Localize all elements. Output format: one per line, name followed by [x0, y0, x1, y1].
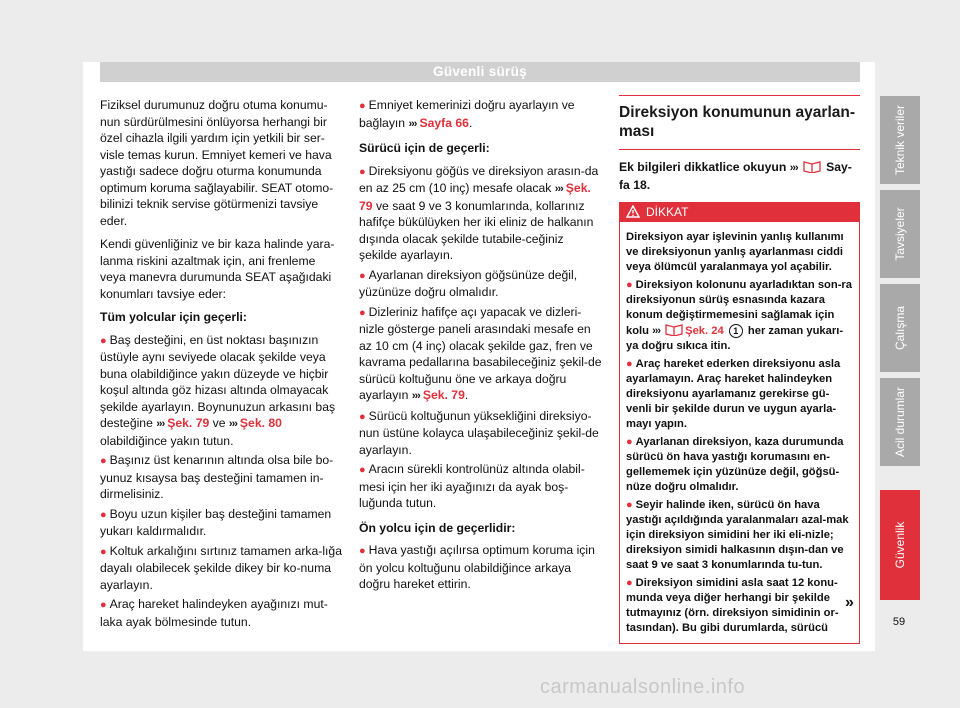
list-item: ● Dizleriniz hafifçe açı yapacak ve dizleri-nizle gösterge paneli arasındaki mesafe en az 10 cm (4 inç) olacak şekilde gaz, fren ve kavrama pedallarına basabileceğiniz şekil-de sürücü koltuğunu öne ve arkaya doğru ayarlayın ››› Şek. 79. — [359, 304, 602, 402]
bullet-icon: ● — [100, 508, 107, 521]
book-icon — [803, 160, 821, 173]
arrow-icon: ››› — [411, 390, 420, 402]
page-number: 59 — [892, 616, 906, 628]
warning-item: ● Direksiyon kolonunu ayarladıktan son-ra direksiyonun sürüş esnasında kazara konum değiştirmemesini sağlamak için kolu ››› Şek. 24 1 her zaman yukarı-ya doğru sıkıca itin. — [626, 279, 853, 352]
arrow-icon: ››› — [789, 162, 798, 174]
paragraph: Kendi güvenliğiniz ve bir kaza halinde yara-lanma riskini azaltmak için, ani frenleme veya manevra durumunda SEAT aşağıdaki konumları tavsiye eder: — [100, 237, 335, 301]
book-icon — [665, 323, 683, 336]
figure-link[interactable]: Şek. 24 — [685, 325, 724, 337]
tab-acil-durumlar[interactable]: Acil durumlar — [880, 378, 920, 466]
warning-triangle-icon — [626, 205, 640, 218]
arrow-icon: ››› — [554, 183, 563, 195]
arrow-icon: ››› — [156, 418, 165, 430]
warning-item: ● Direksiyon simidini asla saat 12 konu-munda veya diğer herhangi bir şekilde tutmayınız (örn. direksiyon simidinin or-tasından). Bu gibi durumlarda, sürücü — [626, 577, 839, 634]
figure-link[interactable]: Şek. 79 — [359, 181, 591, 213]
bullet-icon: ● — [626, 358, 633, 370]
list-item: ● Başınız üst kenarının altında olsa bile bo-yunuz kısaysa baş desteğini tamamen in-dirmelisiniz. — [100, 453, 334, 501]
bullet-icon: ● — [100, 334, 107, 347]
bullet-icon: ● — [359, 269, 366, 282]
bullet-icon: ● — [100, 545, 107, 558]
list-item: ● Ayarlanan direksiyon göğsünüze değil, yüzünüze doğru olmalıdır. — [359, 267, 578, 299]
bullet-icon: ● — [626, 436, 633, 448]
column-middle — [359, 97, 602, 596]
list-item: ● Aracın sürekli kontrolünüz altında olabil-mesi için her iki ayağınızı da ayak boş-luğunda tutun. — [359, 462, 585, 510]
bullet-icon: ● — [359, 464, 366, 476]
list-item: ● Emniyet kemerinizi doğru ayarlayın ve bağlayın ››› Sayfa 66. — [359, 98, 575, 130]
section-title: Direksiyon konumunun ayarlan-ması — [619, 95, 860, 150]
list-item: ● Sürücü koltuğunun yüksekliğini direksiyo-nun üstüne kolayca ulaşabileceğiniz şekil-de ayarlayın. — [359, 408, 599, 457]
column-right — [619, 95, 860, 644]
figure-link[interactable]: Şek. 79 — [167, 416, 210, 430]
bullet-icon: ● — [359, 410, 366, 423]
subheading: Sürücü için de geçerli: — [359, 141, 490, 155]
column-left — [100, 97, 344, 633]
bullet-icon: ● — [626, 279, 633, 291]
arrow-icon: ››› — [652, 325, 661, 337]
warning-intro: Direksiyon ayar işlevinin yanlış kullanımı ve direksiyonun yanlış ayarlanması ciddi veya ölümcül yaralanmaya yol açabilir. — [626, 231, 844, 273]
arrow-icon: ››› — [228, 418, 237, 430]
arrow-icon: ››› — [408, 117, 417, 130]
subheading: Tüm yolcular için geçerli: — [100, 310, 247, 324]
bullet-icon: ● — [626, 499, 633, 511]
list-item: ● Hava yastığı açılırsa optimum koruma için ön yolcu koltuğunu olabildiğince arkaya doğru hareket ettirin. — [359, 543, 595, 591]
list-item: ● Araç hareket halindeyken ayağınızı mut-laka ayak bölmesinde tutun. — [100, 597, 328, 629]
watermark: carmanualsonline.info — [540, 676, 746, 698]
tab-tavsiyeler[interactable]: Tavsiyeler — [880, 190, 920, 278]
list-item: ● Koltuk arkalığını sırtınız tamamen arka-lığa dayalı olabilecek şekilde dikey bir ko-numa ayarlayın. — [100, 543, 342, 592]
tab-teknik-veriler[interactable]: Teknik veriler — [880, 96, 920, 184]
bullet-icon: ● — [359, 165, 366, 178]
list-item: ● Boyu uzun kişiler baş desteğini tamamen yukarı kaldırmalıdır. — [100, 506, 332, 538]
figure-link[interactable]: Şek. 79 — [422, 388, 465, 402]
warning-item: ● Araç hareket ederken direksiyonu asla ayarlamayın. Araç hareket halindeyken direksiyonu ayarlamanız gerekirse gü-venli bir şekilde durun ve uygun ayarla-mayı yapın. — [626, 358, 841, 430]
warning-item: ● Ayarlanan direksiyon, kaza durumunda sürücü ön hava yastığı korumasını en-gellememek için yüzünüze değil, göğsü-nüze doğru olmalıdır. — [626, 436, 844, 493]
bullet-icon: ● — [100, 599, 107, 611]
warning-item: ● Seyir halinde iken, sürücü ön hava yastığı açıldığında yaralanmaları azal-mak için direksiyon simidini her iki eli-nizle; direksiyon simidi halkasının dışın-dan ve saat 9 ve saat 3 konumlarında tu-tun. — [626, 499, 849, 571]
list-item: ● Baş desteğini, en üst noktası başınızın üstüyle aynı seviyede olacak şekilde veya buna olabildiğince yakın düzeyde ve hiçbir koşul altında göz hizası altında olmayacak şekilde ayarlayın. Boynunuzun arkasını baş desteğine ››› Şek. 79 ve ››› Şek. 80 olabildiğince yakın tutun. — [100, 332, 336, 448]
bullet-icon: ● — [359, 100, 366, 112]
tab-guvenlik[interactable]: Güvenlik — [880, 490, 920, 600]
subheading: Ön yolcu için de geçerlidir: — [359, 520, 516, 535]
list-item: ● Direksiyonu göğüs ve direksiyon arasın-da en az 25 cm (10 inç) mesafe olacak ››› Şek. 79 ve saat 9 ve 3 konumlarında, kollarınız hafifçe bükülüyken her iki eliniz de halkanın dışında olacak şekilde tutabile-ceğiniz şekilde ayarlayın. — [359, 163, 599, 262]
bullet-icon: ● — [359, 545, 366, 557]
continue-arrow: » — [845, 594, 854, 611]
tab-calisma[interactable]: Çalışma — [880, 284, 920, 372]
bullet-icon: ● — [359, 306, 366, 319]
figure-link[interactable]: Şek. 80 — [239, 416, 282, 430]
paragraph: Fiziksel durumunuz doğru otuma konumu-nun sürdürülmesini önlüyorsa herhangi bir özel cihazla ilgili yardım için yetkili bir ser-visle temas kurun. Emniyet kemeri ve hava yastığı sadece doğru oturma konumunda optimum koruma sağlayabilir. SEAT otomo-bilinizi teknik servise götürmenizi tavsiye eder. — [100, 98, 334, 228]
warning-header: DİKKAT — [620, 203, 859, 222]
reference-note: Ek bilgileri dikkatlice okuyun ››› Say-fa 18. — [619, 160, 852, 192]
page-header: Güvenli sürüş — [100, 62, 860, 82]
bullet-icon: ● — [100, 455, 107, 467]
page-link[interactable]: Sayfa 66 — [419, 115, 469, 130]
callout-number: 1 — [729, 324, 743, 338]
warning-box — [619, 202, 860, 644]
warning-body — [620, 222, 859, 643]
bullet-icon: ● — [626, 577, 633, 589]
